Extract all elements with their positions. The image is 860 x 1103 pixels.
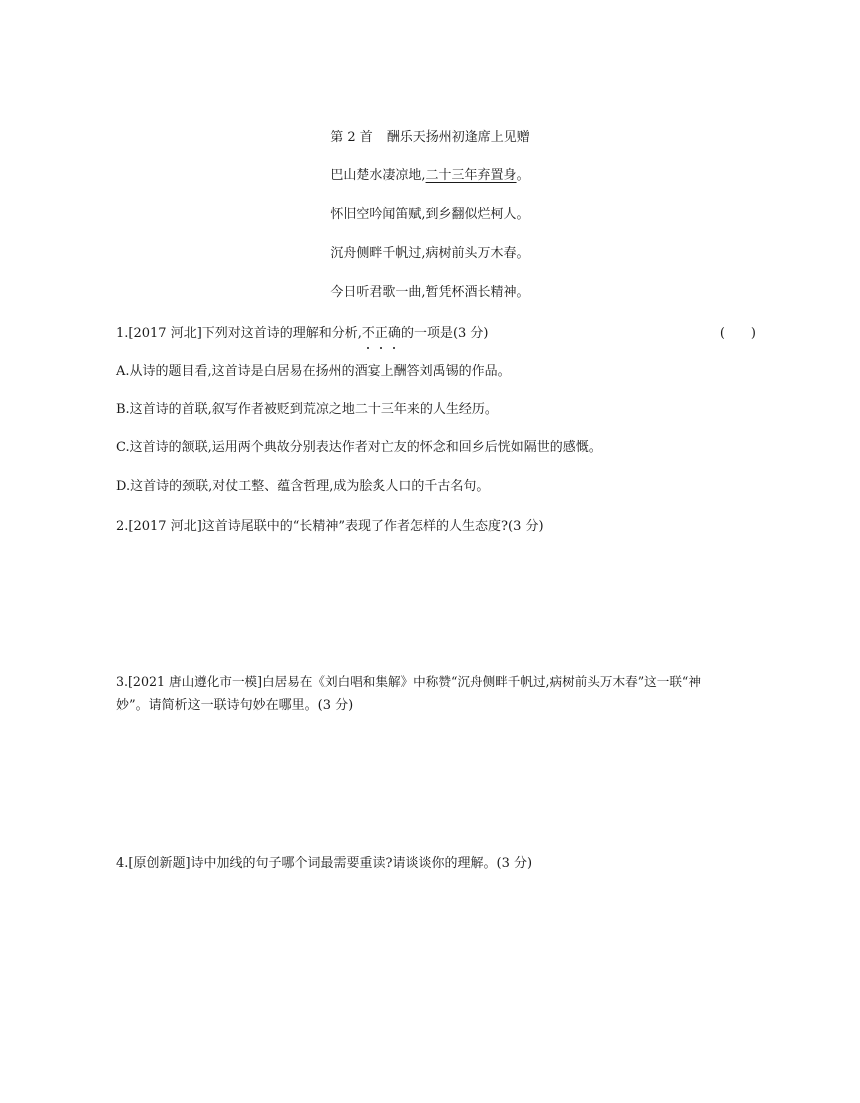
emphasis-char-1: 不 [362, 322, 375, 346]
answer-parentheses: ( ) [719, 326, 756, 341]
poem-line-2: 怀旧空吟闻笛赋,到乡翻似烂柯人。 [330, 207, 530, 222]
poem-title-text: 酬乐天扬州初逢席上见赠 [386, 130, 530, 145]
poem-line-1-underlined: 二十三年弃置身 [425, 168, 517, 183]
poem-title [0, 128, 860, 148]
question-4: 4.[原创新题]诗中加线的句子哪个词最需要重读?请谈谈你的理解。(3 分) [116, 856, 533, 871]
emphasis-char-3: 确 [388, 322, 401, 346]
question-3-line-2: 妙”。请简析这一联诗句妙在哪里。(3 分) [116, 698, 354, 713]
poem-line-1-start: 巴山楚水凄凉地, [330, 168, 426, 183]
poem-line-1-end: 。 [516, 168, 530, 183]
poem-block [0, 128, 860, 322]
question-1-suffix: 的一项是(3 分) [400, 326, 489, 341]
option-a: A.从诗的题目看,这首诗是白居易在扬州的酒宴上酬答刘禹锡的作品。 [116, 364, 511, 379]
option-b: B.这首诗的首联,叙写作者被贬到荒凉之地二十三年来的人生经历。 [116, 402, 498, 417]
poem-line-4: 今日听君歌一曲,暂凭杯酒长精神。 [330, 285, 530, 300]
question-3-line-1: 3.[2021 唐山遵化市一模]白居易在《刘白唱和集解》中称赞“沉舟侧畔千帆过,病树前头万木春”这一联“神 [116, 674, 701, 689]
question-1 [116, 322, 756, 346]
option-d: D.这首诗的颈联,对仗工整、蕴含哲理,成为脍炙人口的千古名句。 [116, 479, 490, 494]
emphasis-char-2: 正 [375, 322, 388, 346]
question-1-prefix: 1.[2017 河北]下列对这首诗的理解和分析, [116, 326, 362, 341]
question-3 [116, 670, 766, 718]
poem-line-1 [0, 166, 860, 186]
poem-line-3: 沉舟侧畔千帆过,病树前头万木春。 [330, 246, 530, 261]
poem-number: 第 2 首 [330, 130, 373, 145]
option-c: C.这首诗的颔联,运用两个典故分别表达作者对亡友的怀念和回乡后恍如隔世的感慨。 [116, 440, 602, 455]
question-2: 2.[2017 河北]这首诗尾联中的“长精神”表现了作者怎样的人生态度?(3 分) [116, 519, 544, 534]
